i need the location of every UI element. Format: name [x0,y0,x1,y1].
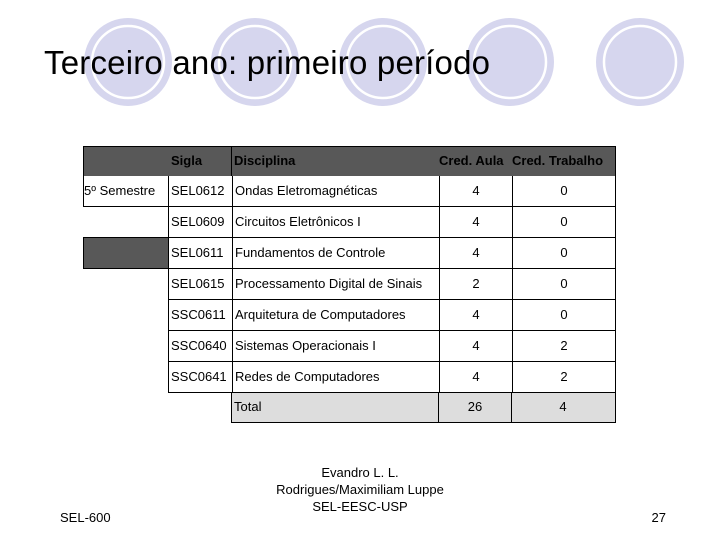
cell-cred-trabalho: 0 [560,245,568,260]
footer-course-code: SEL-600 [60,510,111,525]
footer-authors [258,464,462,515]
cell-cred-trabalho: 0 [560,307,568,322]
cell-disciplina: Arquitetura de Computadores [235,307,406,322]
cell-cred-aula: 4 [472,214,480,229]
cell-cred-trabalho: 2 [560,369,568,384]
footer-author-line-2: Rodrigues/Maximiliam Luppe [276,482,444,497]
table-row [168,362,616,393]
cell-disciplina: Redes de Computadores [235,369,380,384]
header-sigla: Sigla [171,153,203,168]
cell-cred-aula: 4 [472,307,480,322]
cell-disciplina: Processamento Digital de Sinais [235,276,423,291]
semester-shade [83,237,169,269]
deco-circle-5 [596,18,684,106]
cell-sigla: SEL0609 [171,214,225,229]
table-row [168,300,616,331]
cell-sigla: SEL0611 [171,245,224,260]
cell-disciplina: Sistemas Operacionais I [235,338,376,353]
total-cred-trabalho: 4 [559,399,567,414]
header-disciplina: Disciplina [234,153,296,168]
table-row [168,269,616,300]
table-row [168,207,616,238]
cell-disciplina: Fundamentos de Controle [235,245,386,260]
cell-disciplina: Ondas Eletromagnéticas [235,183,378,198]
header-divider [231,146,232,177]
semester-label: 5º Semestre [84,183,156,198]
page-number: 27 [651,510,666,525]
cell-cred-aula: 4 [472,338,480,353]
cell-sigla: SEL0612 [171,183,225,198]
cell-sigla: SSC0641 [171,369,227,384]
footer-author-line-1: Evandro L. L. [321,465,399,480]
header-cred-trabalho: Cred. Trabalho [512,153,604,168]
footer-author-line-3: SEL-EESC-USP [312,499,408,514]
table-row [168,331,616,362]
cell-cred-trabalho: 0 [560,183,568,198]
header-cred-aula: Cred. Aula [439,153,504,168]
cell-cred-trabalho: 0 [560,214,568,229]
cell-sigla: SSC0611 [171,307,226,322]
table-row [168,176,616,207]
cell-cred-trabalho: 2 [560,338,568,353]
cell-cred-aula: 4 [472,369,480,384]
cell-cred-aula: 4 [472,183,480,198]
cell-disciplina: Circuitos Eletrônicos I [235,214,361,229]
cell-cred-aula: 2 [472,276,480,291]
cell-sigla: SSC0640 [171,338,227,353]
cell-cred-trabalho: 0 [560,276,568,291]
cell-sigla: SEL0615 [171,276,225,291]
slide-title: Terceiro ano: primeiro período [44,44,491,81]
total-label: Total [234,399,262,414]
total-cred-aula: 26 [467,399,483,414]
table-row [168,238,616,269]
cell-cred-aula: 4 [472,245,480,260]
